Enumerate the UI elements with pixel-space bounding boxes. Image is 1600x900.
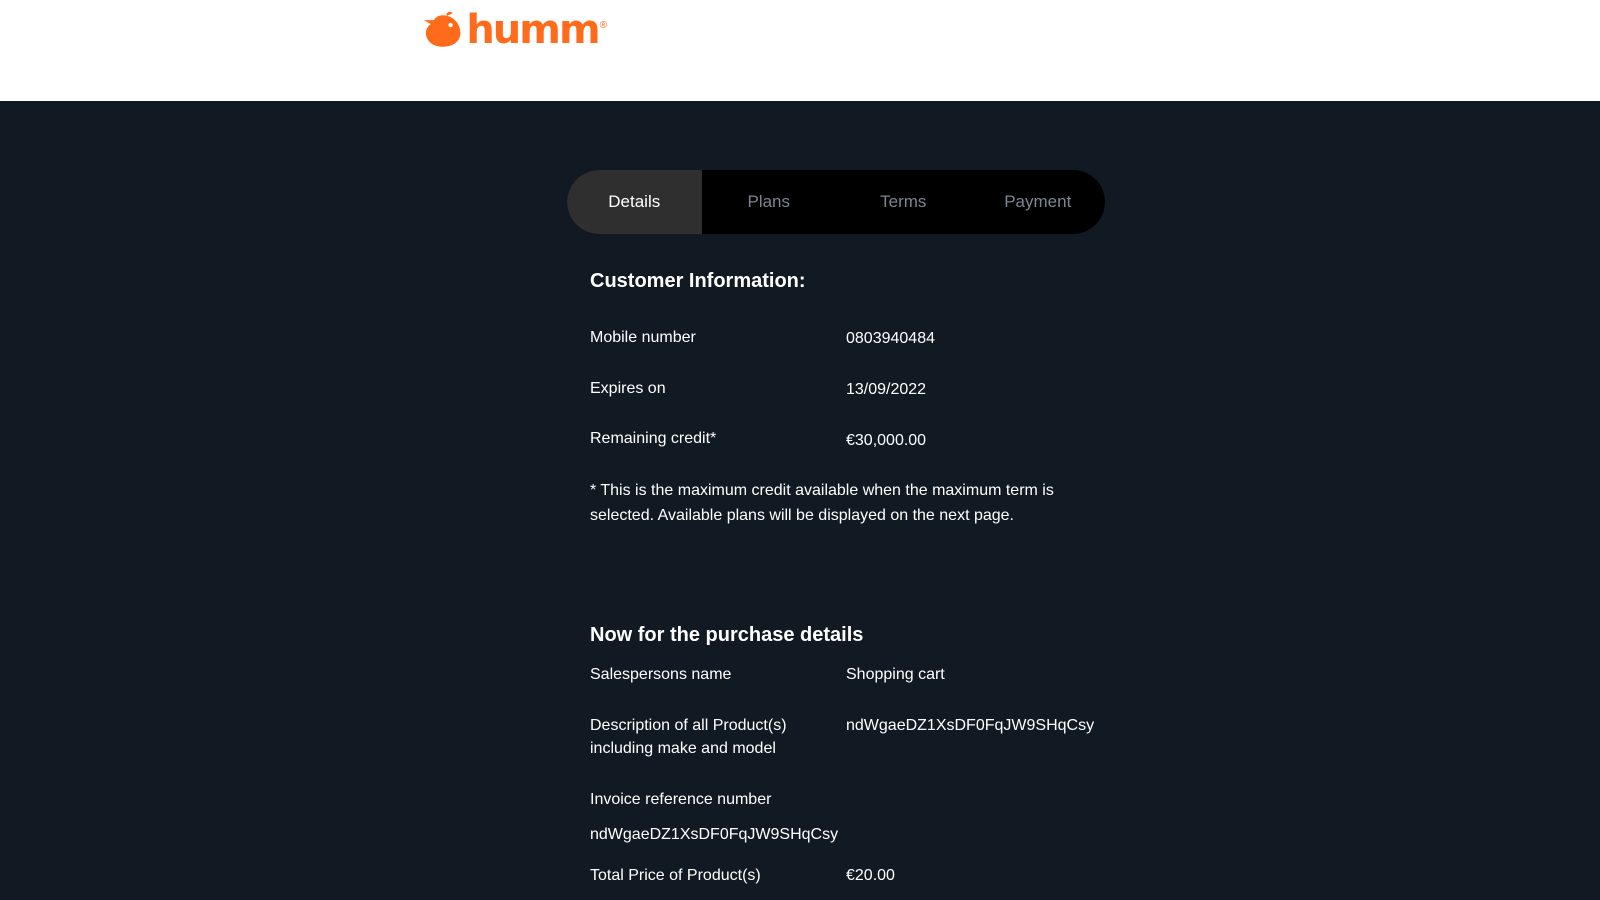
salesperson-name-value: Shopping cart (846, 666, 945, 683)
credit-footnote: * This is the maximum credit available when the maximum term is selected. Available plans will be displayed on the next page. (590, 482, 1054, 524)
product-description-value: ndWgaeDZ1XsDF0FqJW9SHqCsy (846, 717, 1095, 734)
tab-details[interactable]: Details (567, 170, 702, 234)
humm-logo[interactable] (421, 7, 607, 53)
invoice-reference-value: ndWgaeDZ1XsDF0FqJW9SHqCsy (590, 826, 839, 843)
logo-wordmark: humm (466, 7, 599, 53)
site-header (0, 0, 1600, 101)
invoice-reference-label: Invoice reference number (590, 791, 772, 808)
expires-on-value: 13/09/2022 (846, 381, 927, 398)
humm-bird-icon (421, 11, 464, 49)
mobile-number-value: 0803940484 (846, 330, 935, 347)
remaining-credit-label: Remaining credit* (590, 430, 717, 447)
product-description-label: Description of all Product(s) including make and model (590, 717, 787, 757)
total-price-value: €20.00 (846, 867, 895, 884)
registered-mark: ® (599, 20, 607, 31)
purchase-details-title: Now for the purchase details (590, 624, 864, 646)
customer-information-title: Customer Information: (590, 270, 806, 292)
tab-payment[interactable]: Payment (1004, 192, 1072, 211)
salesperson-name-label: Salespersons name (590, 666, 732, 683)
total-price-label: Total Price of Product(s) (590, 867, 761, 884)
mobile-number-label: Mobile number (590, 329, 696, 346)
step-tabs (567, 170, 1105, 234)
tab-terms[interactable]: Terms (880, 192, 927, 211)
expires-on-label: Expires on (590, 380, 666, 397)
tab-plans[interactable]: Plans (747, 192, 791, 211)
remaining-credit-value: €30,000.00 (846, 432, 927, 449)
